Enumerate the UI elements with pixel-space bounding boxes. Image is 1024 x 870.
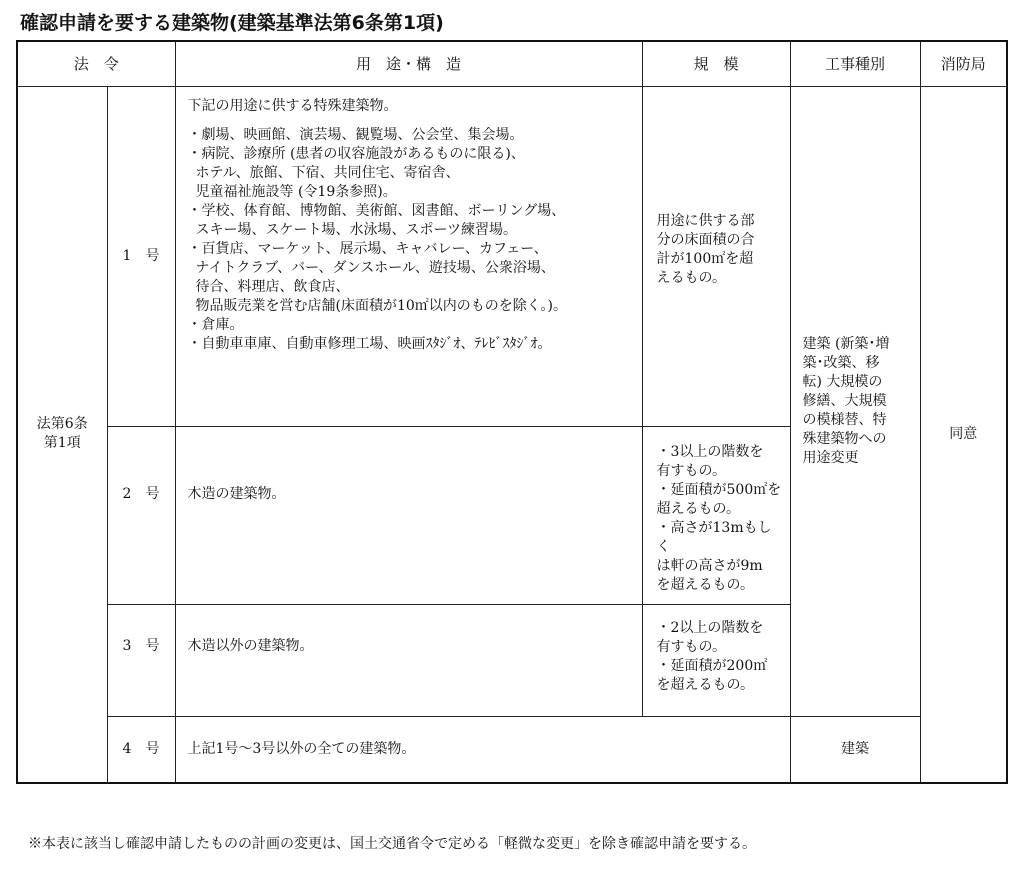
header-row	[17, 41, 1007, 87]
use-line: 物品販売業を営む店舗(床面積が10㎡以内のものを除く。)。	[195, 298, 567, 314]
header-scale: 規 模	[642, 41, 790, 87]
page-title: 確認申請を要する建築物(建築基準法第6条第1項)	[20, 12, 444, 34]
item-number-1: 1 号	[107, 87, 175, 427]
scale-line: ・延面積が500㎡を	[656, 482, 782, 498]
use-cell-4: 上記1号～3号以外の全ての建築物。	[175, 717, 790, 783]
item-number-3: 3 号	[107, 605, 175, 717]
scale-line: ・高さが13mもしく	[656, 520, 772, 555]
law-reference-line2: 第1項	[43, 435, 81, 452]
use-line: ナイトクラブ、バー、ダンスホール、遊技場、公衆浴場、	[195, 260, 555, 276]
work-line: 転) 大規模の	[802, 374, 883, 390]
use-line: ・病院、診療所 (患者の収容施設があるものに限る)、	[187, 146, 525, 162]
use-line: ・倉庫。	[187, 317, 244, 333]
scale-line: 分の床面積の合	[656, 232, 755, 248]
use-line: 待合、料理店、飲食店、	[195, 279, 350, 295]
scale-line: を超えるもの。	[656, 577, 754, 593]
work-line: 建築 (新築･増	[802, 336, 890, 352]
scale-line: ・延面積が200㎡	[656, 658, 768, 674]
header-use: 用 途・構 造	[175, 41, 642, 87]
requirements-table	[16, 40, 1008, 784]
use-line: ・劇場、映画館、演芸場、観覧場、公会堂、集会場。	[187, 127, 524, 143]
scale-cell-2	[642, 427, 790, 605]
scale-line: 用途に供する部	[656, 213, 755, 229]
header-law: 法 令	[17, 41, 175, 87]
use-cell-1	[175, 87, 642, 427]
footnote: ※本表に該当し確認申請したものの計画の変更は、国土交通省令で定める「軽微な変更」を除き確認申請を要する。	[28, 836, 756, 852]
scale-line: 計が100㎡を超	[656, 251, 754, 267]
scale-cell-3	[642, 605, 790, 717]
table-row-1	[17, 87, 1007, 427]
scale-line: 有すもの。	[656, 463, 726, 479]
use-line: 児童福祉施設等 (令19条参照)。	[195, 184, 397, 200]
item-number-2: 2 号	[107, 427, 175, 605]
use-line: ホテル、旅館、下宿、共同住宅、寄宿舎、	[195, 165, 460, 181]
use-line: スキー場、スケート場、水泳場、スポーツ練習場。	[195, 222, 517, 238]
header-work: 工事種別	[790, 41, 920, 87]
item-number-4: 4 号	[107, 717, 175, 783]
work-line: 築･改築、移	[802, 355, 880, 371]
work-line: の模様替、特	[802, 412, 887, 428]
use-line: ・百貨店、マーケット、展示場、キャバレー、カフェー、	[187, 241, 548, 257]
scale-cell-1	[642, 87, 790, 427]
scale-line: 有すもの。	[656, 639, 726, 655]
work-line: 修繕、大規模	[802, 393, 887, 409]
use-line: ・学校、体育館、博物館、美術館、図書館、ボーリング場、	[187, 203, 566, 219]
scale-line: は軒の高さが9m	[656, 558, 763, 574]
scale-line: ・2以上の階数を	[656, 620, 764, 636]
work-line: 殊建築物への	[802, 431, 887, 447]
scale-line: ・3以上の階数を	[656, 444, 764, 460]
work-line: 用途変更	[802, 450, 859, 466]
scale-line: えるもの。	[656, 270, 726, 286]
use-cell-2: 木造の建築物。	[175, 427, 642, 605]
law-reference-line1: 法第6条	[36, 416, 88, 433]
use-cell-3: 木造以外の建築物。	[175, 605, 642, 717]
scale-line: 超えるもの。	[656, 501, 740, 517]
table-row-4	[17, 717, 1007, 783]
fire-dept-cell: 同意	[920, 87, 1007, 783]
use-lead-text: 下記の用途に供する特殊建築物。	[187, 98, 398, 114]
use-line: ・自動車車庫、自動車修理工場、映画ｽﾀｼﾞｵ、ﾃﾚﾋﾞｽﾀｼﾞｵ。	[187, 336, 552, 352]
scale-line: を超えるもの。	[656, 677, 754, 693]
header-fire: 消防局	[920, 41, 1007, 87]
work-type-cell	[790, 87, 920, 717]
law-reference-cell	[17, 87, 107, 783]
work-type-cell-4: 建築	[790, 717, 920, 783]
